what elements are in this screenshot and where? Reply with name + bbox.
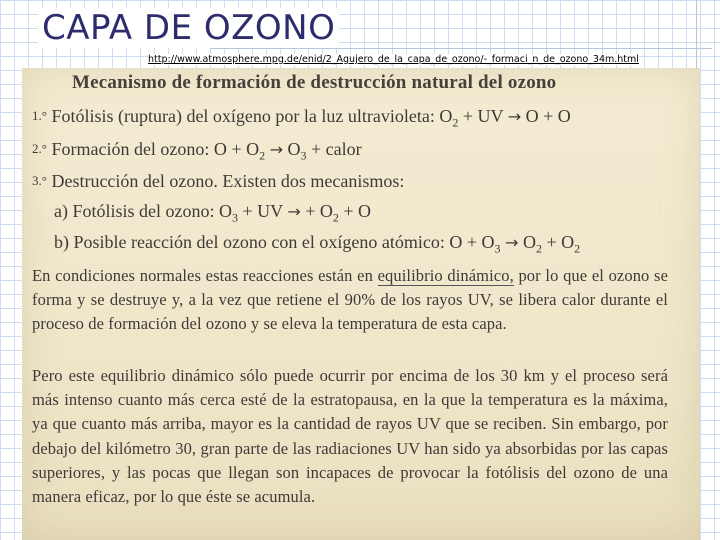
scanned-textbook-page — [22, 68, 700, 540]
section-heading: Mecanismo de formación de destrucción natural del ozono — [72, 72, 557, 93]
slide-title: CAPA DE OZONO — [38, 8, 339, 48]
paragraph-1-end: por lo que el ozono se forma y se destruye y, a la vez que retiene el 90% de los rayos UV, se libera calor durante el proceso de formación del ozono y se eleva la temperatura de esta capa. — [32, 266, 668, 334]
step-3b-result-tail: + O — [541, 232, 575, 252]
step-1-number: 1.° — [32, 108, 47, 123]
step-3b-subscript: 3 — [494, 241, 501, 256]
reaction-arrow-icon: → — [269, 140, 283, 159]
step-3a-text: a) Fotólisis del ozono: O — [54, 201, 232, 221]
reaction-arrow-icon: → — [507, 107, 522, 126]
step-2-line — [32, 139, 362, 164]
step-2-result: O — [282, 139, 301, 159]
step-1-tail: + UV — [458, 106, 504, 126]
step-3-line — [32, 171, 404, 192]
title-rule — [210, 48, 712, 49]
step-3a-result: + O — [300, 201, 333, 221]
step-1-result: O + O — [521, 106, 571, 126]
step-2-result-subscript: 3 — [300, 148, 307, 163]
source-link[interactable]: http://www.atmosphere.mpg.de/enid/2_Agujero_de_la_capa_de_ozono/-_formaci_n_de_ozono_34m.html — [148, 54, 639, 65]
step-2-text: Formación del ozono: O + O — [51, 139, 260, 159]
step-1-subscript: 2 — [452, 115, 459, 130]
step-3-text: Destrucción del ozono. Existen dos mecanismos: — [51, 171, 405, 191]
reaction-arrow-icon: → — [505, 233, 519, 252]
step-2-number: 2.° — [32, 141, 47, 156]
paragraph-altitude: Pero este equilibrio dinámico sólo puede ocurrir por encima de los 30 km y el proceso será más intenso cuanto más cerca esté de la estratopausa, en la que la temperatura es la máxima, ya que cuanto más arriba, mayor es la cantidad de rayos UV que se reciben. Sin embargo, por debajo del kilómetro 30, gran parte de las radiaciones UV han sido ya absorbidas por las capas superiores, y las pocas que llegan son incapaces de provocar la fotólisis del ozono de una manera eficaz, por lo que éste se acumula. — [32, 366, 668, 507]
step-3b-result-subscript-2: 2 — [574, 241, 581, 256]
step-3a-result-subscript: 2 — [332, 210, 339, 225]
step-3b-line — [54, 232, 580, 257]
step-3a-subscript: 3 — [232, 210, 238, 225]
step-3b-text: b) Posible reacción del ozono con el oxígeno atómico: O + O — [54, 232, 495, 252]
step-3b-result: O — [518, 232, 536, 252]
step-1-line — [32, 106, 571, 131]
step-3a-result-tail: + O — [338, 201, 372, 221]
paragraph-equilibrium — [32, 264, 668, 337]
step-1-text: Fotólisis (ruptura) del oxígeno por la luz ultravioleta: O — [51, 106, 453, 126]
step-2-tail: + calor — [306, 139, 362, 159]
equilibrium-term: equilibrio dinámico, — [377, 266, 514, 285]
step-2-subscript: 2 — [259, 148, 266, 163]
step-3a-tail: + UV — [238, 201, 283, 221]
step-3b-result-subscript: 2 — [535, 241, 542, 256]
step-3-number: 3.° — [32, 173, 47, 188]
paragraph-1-start: En condiciones normales estas reacciones están en — [32, 266, 378, 285]
step-3a-line — [54, 201, 371, 226]
reaction-arrow-icon: → — [287, 202, 301, 221]
